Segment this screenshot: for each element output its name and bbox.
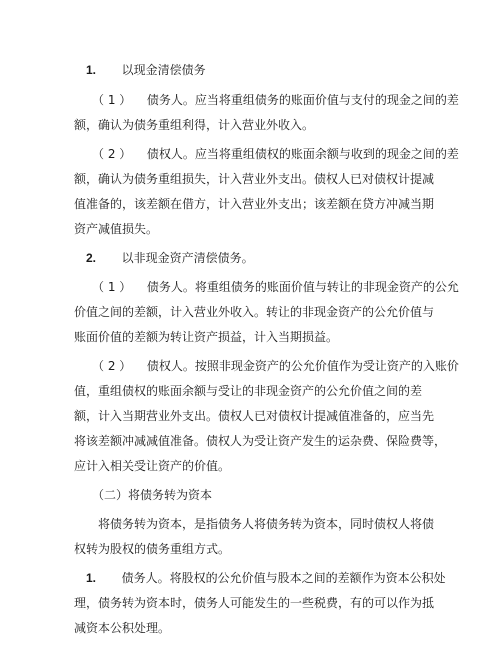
- part-two-item-1-line-2: 理，债务转为资本时，债务人可能发生的一些税费，有的可以作为抵: [74, 596, 435, 610]
- section-1-item-2-line-4: 资产减值损失。: [74, 222, 159, 236]
- section-2-item-2-line-2: 值，重组债权的账面余额与受让的非现金资产的公允价值之间的差: [74, 384, 423, 398]
- paragraph-text: 债务人。将重组债务的账面价值与转让的非现金资产的公允: [146, 280, 459, 294]
- section-2-title: 以非现金资产清偿债务。: [121, 251, 254, 265]
- section-1-item-2-line-1: [92, 146, 459, 162]
- section-2-item-2-line-1: [92, 358, 459, 374]
- part-two-item-1-number: 1.: [86, 571, 97, 585]
- section-1-heading: [86, 62, 206, 78]
- section-2-item-1-line-1: [92, 279, 459, 295]
- section-2-number: 2.: [86, 251, 97, 265]
- section-2-item-2-label: （ 2 ）: [92, 359, 132, 373]
- section-1-item-1-line-1: [92, 92, 459, 108]
- section-2-item-1-line-2: 价值之间的差额，计入营业外收入。转让的非现金资产的公允价值与: [74, 305, 435, 319]
- paragraph-text: 债务人。将股权的公允价值与股本之间的差额作为资本公积处: [121, 571, 446, 585]
- section-1-item-1-label: （ 1 ）: [92, 93, 132, 107]
- section-2-heading: [86, 250, 254, 266]
- section-2-item-2-line-3: 额，计入当期营业外支出。债权人已对债权计提减值准备的，应当先: [74, 409, 435, 423]
- section-2-item-1-label: （ 1 ）: [92, 280, 132, 294]
- paragraph-text: 债权人。按照非现金资产的公允价值作为受让资产的入账价: [146, 359, 459, 373]
- part-two-intro-line-2: 权转为股权的债务重组方式。: [74, 542, 231, 556]
- part-two-heading: （二）将债务转为资本: [92, 488, 213, 502]
- section-1-item-1-line-2: 额，确认为债务重组利得，计入营业外收入。: [74, 118, 315, 132]
- part-two-item-1-line-1: [86, 570, 446, 586]
- section-2-item-2-line-4: 将该差额冲减减值准备。债权人为受让资产发生的运杂费、保险费等，: [74, 434, 447, 448]
- section-1-item-2-label: （ 2 ）: [92, 147, 132, 161]
- section-1-title: 以现金清偿债务: [121, 63, 206, 77]
- section-2-item-1-line-3: 账面价值的差额为转让资产损益，计入当期损益。: [74, 330, 339, 344]
- section-2-item-2-line-5: 应计入相关受让资产的价值。: [74, 459, 231, 473]
- paragraph-text: 债权人。应当将重组债权的账面余额与收到的现金之间的差: [146, 147, 459, 161]
- section-1-number: 1.: [86, 63, 97, 77]
- section-1-item-2-line-3: 值准备的，该差额在借方，计入营业外支出；该差额在贷方冲减当期: [74, 197, 435, 211]
- section-1-item-2-line-2: 额，确认为债务重组损失，计入营业外支出。债权人已对债权计提减: [74, 172, 435, 186]
- part-two-item-1-line-3: 减资本公积处理。: [74, 621, 171, 635]
- paragraph-text: 债务人。应当将重组债务的账面价值与支付的现金之间的差: [146, 93, 459, 107]
- part-two-intro-line-1: 将债务转为资本，是指债务人将债务转为资本，同时债权人将债: [98, 517, 435, 531]
